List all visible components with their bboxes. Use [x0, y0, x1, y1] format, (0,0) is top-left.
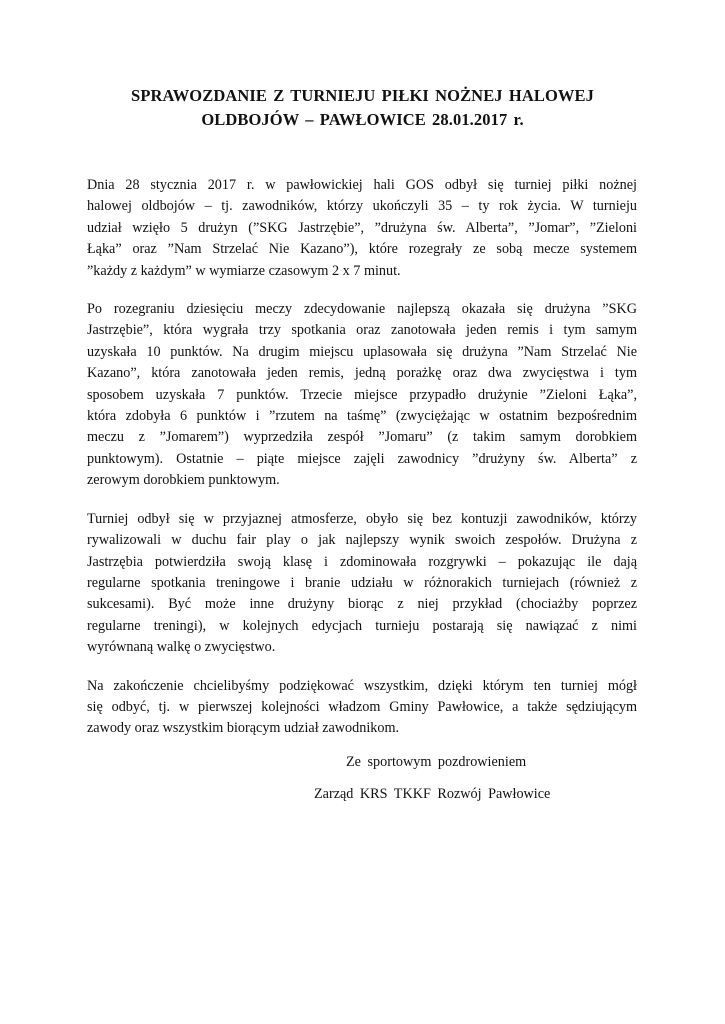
text-line: która zdobyła 6 punktów i ”rzutem na taśmę” (zwyciężając w ostatnim bezpośrednim: [87, 408, 637, 425]
title-line: SPRAWOZDANIE Z TURNIEJU PIŁKI NOŻNEJ HALOWEJ: [131, 86, 594, 105]
text-line: Kazano”, która zanotowała jeden remis, jedną porażkę oraz dwa zwycięstwa i tym: [87, 365, 637, 382]
text-line: rywalizowali w duchu fair play o jak najlepszy wynik swoich zespołów. Drużyna z: [87, 532, 637, 549]
text-line: Turniej odbył się w przyjaznej atmosferze, obyło się bez kontuzji zawodników, którzy: [87, 510, 637, 527]
text-line: zawody oraz wszystkim biorącym udział zawodnikom.: [87, 720, 400, 737]
text-line: udział wzięło 5 drużyn (”SKG Jastrzębie”, ”drużyna św. Alberta”, ”Jomar”, ”Zieloni: [87, 219, 637, 236]
text-line: ”każdy z każdym” w wymiarze czasowym 2 x 7 minut.: [87, 262, 401, 279]
text-line: wyrównaną walkę o zwycięstwo.: [87, 639, 276, 656]
text-line: sukcesami). Być może inne drużyny biorąc z niej przykład (chociażby poprzez: [87, 596, 637, 613]
document-title: [60, 84, 665, 132]
text-line: regularne treningi), w kolejnych edycjach turnieju postarają się nawiązać z nimi: [87, 617, 637, 634]
text-line: Jastrzębie”, która wygrała trzy spotkania oraz zanotowała jeden remis i tym samym: [87, 322, 637, 339]
signature-name: Zarząd KRS TKKF Rozwój Pawłowice: [314, 786, 551, 802]
text-line: zerowym dorobkiem punktowym.: [87, 472, 280, 489]
text-line: Jastrzębia potwierdziła swoją klasę i zdominowała rozgrywki – pokazując ile dają: [87, 553, 637, 570]
paragraph-thanks: [87, 676, 637, 740]
title-line: OLDBOJÓW – PAWŁOWICE 28.01.2017 r.: [201, 110, 524, 129]
text-line: halowej oldbojów – tj. zawodników, którzy ukończyli 35 – ty rok życia. W turnieju: [87, 198, 637, 215]
text-line: się odbyć, tj. w pierwszej kolejności władzom Gminy Pawłowice, a także sędziującym: [87, 698, 637, 715]
text-line: punktowym). Ostatnie – piąte miejsce zajęli zawodnicy ”drużyny św. Alberta” z: [87, 450, 637, 467]
signature-greeting: Ze sportowym pozdrowieniem: [346, 754, 527, 770]
paragraph-atmosphere: [87, 509, 637, 659]
text-line: regularne spotkania treningowe i branie udziału w różnorakich turniejach (również z: [87, 574, 637, 591]
report-body: [87, 175, 637, 757]
text-line: Łąka” oraz ”Nam Strzelać Nie Kazano”), które rozegrały ze sobą mecze systemem: [87, 241, 637, 258]
text-line: Po rozegraniu dziesięciu meczy zdecydowanie najlepszą okazała się drużyna ”SKG: [87, 301, 637, 318]
text-line: Na zakończenie chcielibyśmy podziękować wszystkim, dzięki którym ten turniej mógł: [87, 677, 637, 694]
text-line: Dnia 28 stycznia 2017 r. w pawłowickiej hali GOS odbył się turniej piłki nożnej: [87, 177, 637, 193]
paragraph-intro: [87, 175, 637, 282]
paragraph-results: [87, 299, 637, 492]
text-line: uzyskała 10 punktów. Na drugim miejscu uplasowała się drużyna ”Nam Strzelać Nie: [87, 343, 637, 360]
text-line: sposobem uzyskała 7 punktów. Trzecie miejsce przypadło drużynie ”Zieloni Łąka”,: [87, 386, 637, 403]
text-line: meczu z ”Jomarem”) wyprzedziła zespół ”Jomaru” (z takim samym dorobkiem: [87, 429, 637, 446]
